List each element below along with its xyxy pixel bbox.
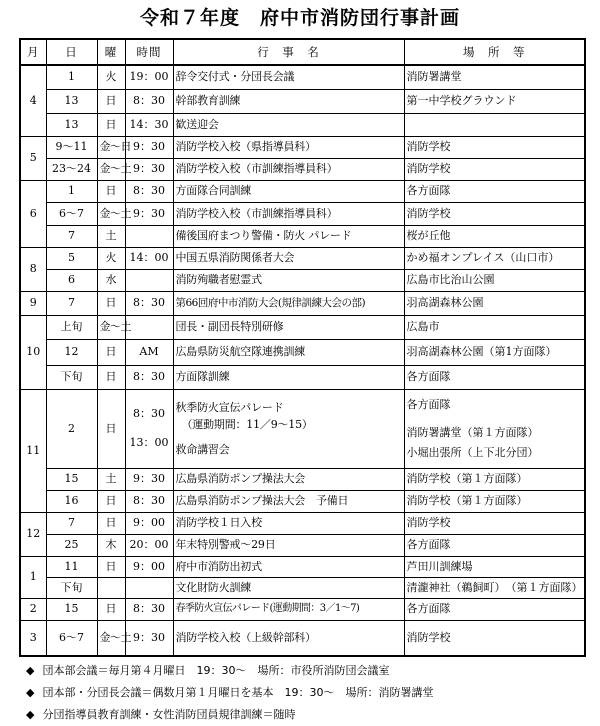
event-cell: 広島県防災航空隊連携訓練 [173, 339, 404, 365]
table-row [20, 365, 585, 389]
table-row [20, 577, 585, 598]
time-cell: 9：30 [125, 158, 173, 180]
date-cell: 6～7 [46, 202, 97, 225]
weekday-cell: 日 [97, 512, 125, 534]
event-line: 救命講習会 [175, 442, 230, 456]
weekday-cell: 金～日 [97, 136, 125, 158]
date-cell: 12 [46, 339, 97, 365]
date-cell: 25 [46, 534, 97, 556]
month-cell: 12 [20, 512, 46, 556]
time-cell [125, 577, 173, 598]
month-cell: 11 [20, 389, 46, 512]
weekday-cell: 日 [97, 339, 125, 365]
time-cell: 9：30 [125, 136, 173, 158]
place-cell: 広島市比治山公園 [404, 269, 585, 291]
time-cell: 8：30 [125, 365, 173, 389]
time-cell: 9：30 [125, 620, 173, 656]
month-cell: 4 [20, 65, 46, 136]
diamond-bullet-icon: ◆ [26, 686, 35, 699]
date-cell: 下旬 [46, 577, 97, 598]
event-cell: 消防学校入校（市訓練指導員科） [173, 158, 404, 180]
table-row [20, 598, 585, 620]
note-item [26, 704, 596, 726]
place-cell: 桜が丘他 [404, 225, 585, 247]
weekday-cell [97, 577, 125, 598]
place-cell: 各方面隊 [404, 598, 585, 620]
table-row [20, 468, 585, 490]
weekday-cell: 日 [97, 180, 125, 202]
weekday-cell: 火 [97, 65, 125, 89]
place-cell: 消防学校 [404, 202, 585, 225]
event-cell: 年末特別警戒～29日 [173, 534, 404, 556]
header-place: 場 所 等 [404, 39, 585, 65]
place-cell: 各方面隊 [404, 180, 585, 202]
date-cell: 23～24 [46, 158, 97, 180]
date-cell: 16 [46, 490, 97, 512]
event-cell: 文化財防火訓練 [173, 577, 404, 598]
place-cell: 芦田川訓練場 [404, 556, 585, 577]
date-cell: 7 [46, 291, 97, 315]
table-row [20, 269, 585, 291]
time-cell: 9：00 [125, 512, 173, 534]
weekday-cell: 土 [97, 468, 125, 490]
month-cell: 8 [20, 247, 46, 291]
time-cell: 9：30 [125, 202, 173, 225]
event-cell: 春季防火宣伝パレード(運動期間：3／1～7) [173, 598, 404, 620]
place-cell: 羽高湖森林公園 [404, 291, 585, 315]
table-row [20, 291, 585, 315]
date-cell: 6 [46, 269, 97, 291]
place-cell [404, 389, 585, 468]
time-cell: 8：30 [125, 89, 173, 113]
place-cell [404, 113, 585, 136]
date-cell: 13 [46, 89, 97, 113]
place-line: 各方面隊 [406, 397, 451, 411]
place-cell: 消防学校（第１方面隊） [404, 468, 585, 490]
event-cell: 団長・副団長特別研修 [173, 315, 404, 339]
table-row [20, 339, 585, 365]
place-cell: 広島市 [404, 315, 585, 339]
table-row [20, 556, 585, 577]
place-cell: 消防学校 [404, 620, 585, 656]
time-cell: 20：00 [125, 534, 173, 556]
table-row [20, 620, 585, 656]
diamond-bullet-icon: ◆ [26, 664, 35, 677]
event-cell: 幹部教育訓練 [173, 89, 404, 113]
event-cell: 消防学校入校（市訓練指導員科） [173, 202, 404, 225]
weekday-cell: 日 [97, 598, 125, 620]
notes-section [26, 660, 596, 726]
note-text: 団本部会議＝毎月第４月曜日 19：30～ 場所：市役所消防団会議室 [42, 664, 390, 677]
time-cell: 8：30 [125, 291, 173, 315]
table-row [20, 247, 585, 269]
table-row [20, 202, 585, 225]
place-cell: 各方面隊 [404, 534, 585, 556]
month-cell: 9 [20, 291, 46, 315]
place-line: 小堀出張所（上下北分団） [406, 445, 539, 459]
month-cell: 3 [20, 620, 46, 656]
header-time: 時間 [125, 39, 173, 65]
place-cell: 清瀧神社（鵜飼町） （第１方面隊） [404, 577, 585, 598]
event-cell: 第66回府中市消防大会(規律訓練大会の部) [173, 291, 404, 315]
time-cell: 8：30 [125, 490, 173, 512]
time-line: 13：00 [129, 436, 169, 449]
time-cell: 14：00 [125, 247, 173, 269]
time-cell: AM [125, 339, 173, 365]
event-cell: 消防学校入校（上級幹部科） [173, 620, 404, 656]
table-row [20, 512, 585, 534]
weekday-cell: 日 [97, 89, 125, 113]
weekday-cell: 金～土 [97, 202, 125, 225]
date-cell: 1 [46, 65, 97, 89]
time-cell: 8：30 [125, 180, 173, 202]
weekday-cell: 日 [97, 556, 125, 577]
event-line: （運動期間：11／9～15） [181, 417, 313, 431]
date-cell: 下旬 [46, 365, 97, 389]
month-cell: 1 [20, 556, 46, 598]
place-cell: 消防学校（第１方面隊） [404, 490, 585, 512]
table-row [20, 315, 585, 339]
time-cell: 14：30 [125, 113, 173, 136]
time-cell [125, 389, 173, 468]
note-item [26, 682, 596, 704]
date-cell: 15 [46, 598, 97, 620]
event-cell: 辞令交付式・分団長会議 [173, 65, 404, 89]
weekday-cell: 日 [97, 490, 125, 512]
table-header-row [20, 39, 585, 65]
month-cell: 10 [20, 315, 46, 389]
place-cell: 消防署講堂 [404, 65, 585, 89]
date-cell: 2 [46, 389, 97, 468]
weekday-cell: 金～土 [97, 158, 125, 180]
event-cell: 消防学校入校（県指導員科） [173, 136, 404, 158]
time-cell: 9：00 [125, 556, 173, 577]
place-cell: 羽高湖森林公園（第1方面隊） [404, 339, 585, 365]
event-cell: 歓送迎会 [173, 113, 404, 136]
table-row [20, 65, 585, 89]
date-cell: 5 [46, 247, 97, 269]
weekday-cell: 土 [97, 225, 125, 247]
time-cell: 19：00 [125, 65, 173, 89]
table-row [20, 225, 585, 247]
table-row [20, 490, 585, 512]
place-cell: 消防学校 [404, 512, 585, 534]
event-cell: 消防学校１日入校 [173, 512, 404, 534]
date-cell: 7 [46, 225, 97, 247]
event-cell: 中国五県消防関係者大会 [173, 247, 404, 269]
diamond-bullet-icon: ◆ [26, 708, 35, 721]
place-cell: 消防学校 [404, 136, 585, 158]
weekday-cell: 日 [97, 113, 125, 136]
event-cell: 広島県消防ポンプ操法大会 予備日 [173, 490, 404, 512]
note-text: 分団指導員教育訓練・女性消防団員規律訓練＝随時 [42, 708, 296, 721]
date-cell: 7 [46, 512, 97, 534]
time-cell [125, 315, 173, 339]
note-item [26, 660, 596, 682]
weekday-cell: 日 [97, 365, 125, 389]
month-cell: 5 [20, 136, 46, 180]
month-cell: 2 [20, 598, 46, 620]
event-cell: 広島県消防ポンプ操法大会 [173, 468, 404, 490]
table-row [20, 136, 585, 158]
table-row [20, 89, 585, 113]
event-line: 秋季防火宣伝パレード [175, 400, 284, 414]
weekday-cell: 金～土 [97, 315, 125, 339]
header-month: 月 [20, 39, 46, 65]
time-line: 8：30 [133, 407, 165, 420]
time-cell: 9：30 [125, 468, 173, 490]
event-schedule-table [19, 38, 586, 657]
weekday-cell: 火 [97, 247, 125, 269]
time-cell [125, 225, 173, 247]
weekday-cell: 日 [97, 389, 125, 468]
event-cell: 消防殉職者慰霊式 [173, 269, 404, 291]
date-cell: 6～7 [46, 620, 97, 656]
table-row [20, 534, 585, 556]
date-cell: 9～11 [46, 136, 97, 158]
weekday-cell: 金～土 [97, 620, 125, 656]
date-cell: 1 [46, 180, 97, 202]
date-cell: 15 [46, 468, 97, 490]
place-cell: 各方面隊 [404, 365, 585, 389]
note-text: 団本部・分団長会議＝偶数月第１月曜日を基本 19：30～ 場所：消防署講堂 [42, 686, 434, 699]
table-row [20, 389, 585, 468]
event-cell: 方面隊訓練 [173, 365, 404, 389]
event-cell: 府中市消防出初式 [173, 556, 404, 577]
place-cell: 消防学校 [404, 158, 585, 180]
event-cell: 方面隊合同訓練 [173, 180, 404, 202]
weekday-cell: 日 [97, 291, 125, 315]
date-cell: 上旬 [46, 315, 97, 339]
place-line: 消防署講堂（第１方面隊） [406, 425, 539, 439]
header-date: 日 [46, 39, 97, 65]
weekday-cell: 木 [97, 534, 125, 556]
event-cell [173, 389, 404, 468]
place-cell: かめ福オンプレイス（山口市） [404, 247, 585, 269]
table-row [20, 113, 585, 136]
time-cell [125, 269, 173, 291]
date-cell: 11 [46, 556, 97, 577]
table-row [20, 180, 585, 202]
place-cell: 第一中学校グラウンド [404, 89, 585, 113]
month-cell: 6 [20, 180, 46, 247]
time-cell: 8：30 [125, 598, 173, 620]
event-cell: 備後国府まつり警備・防火 パレード [173, 225, 404, 247]
date-cell: 13 [46, 113, 97, 136]
header-weekday: 曜 [97, 39, 125, 65]
header-event: 行 事 名 [173, 39, 404, 65]
page-title: 令和７年度 府中市消防団行事計画 [139, 7, 460, 29]
weekday-cell: 水 [97, 269, 125, 291]
table-row [20, 158, 585, 180]
